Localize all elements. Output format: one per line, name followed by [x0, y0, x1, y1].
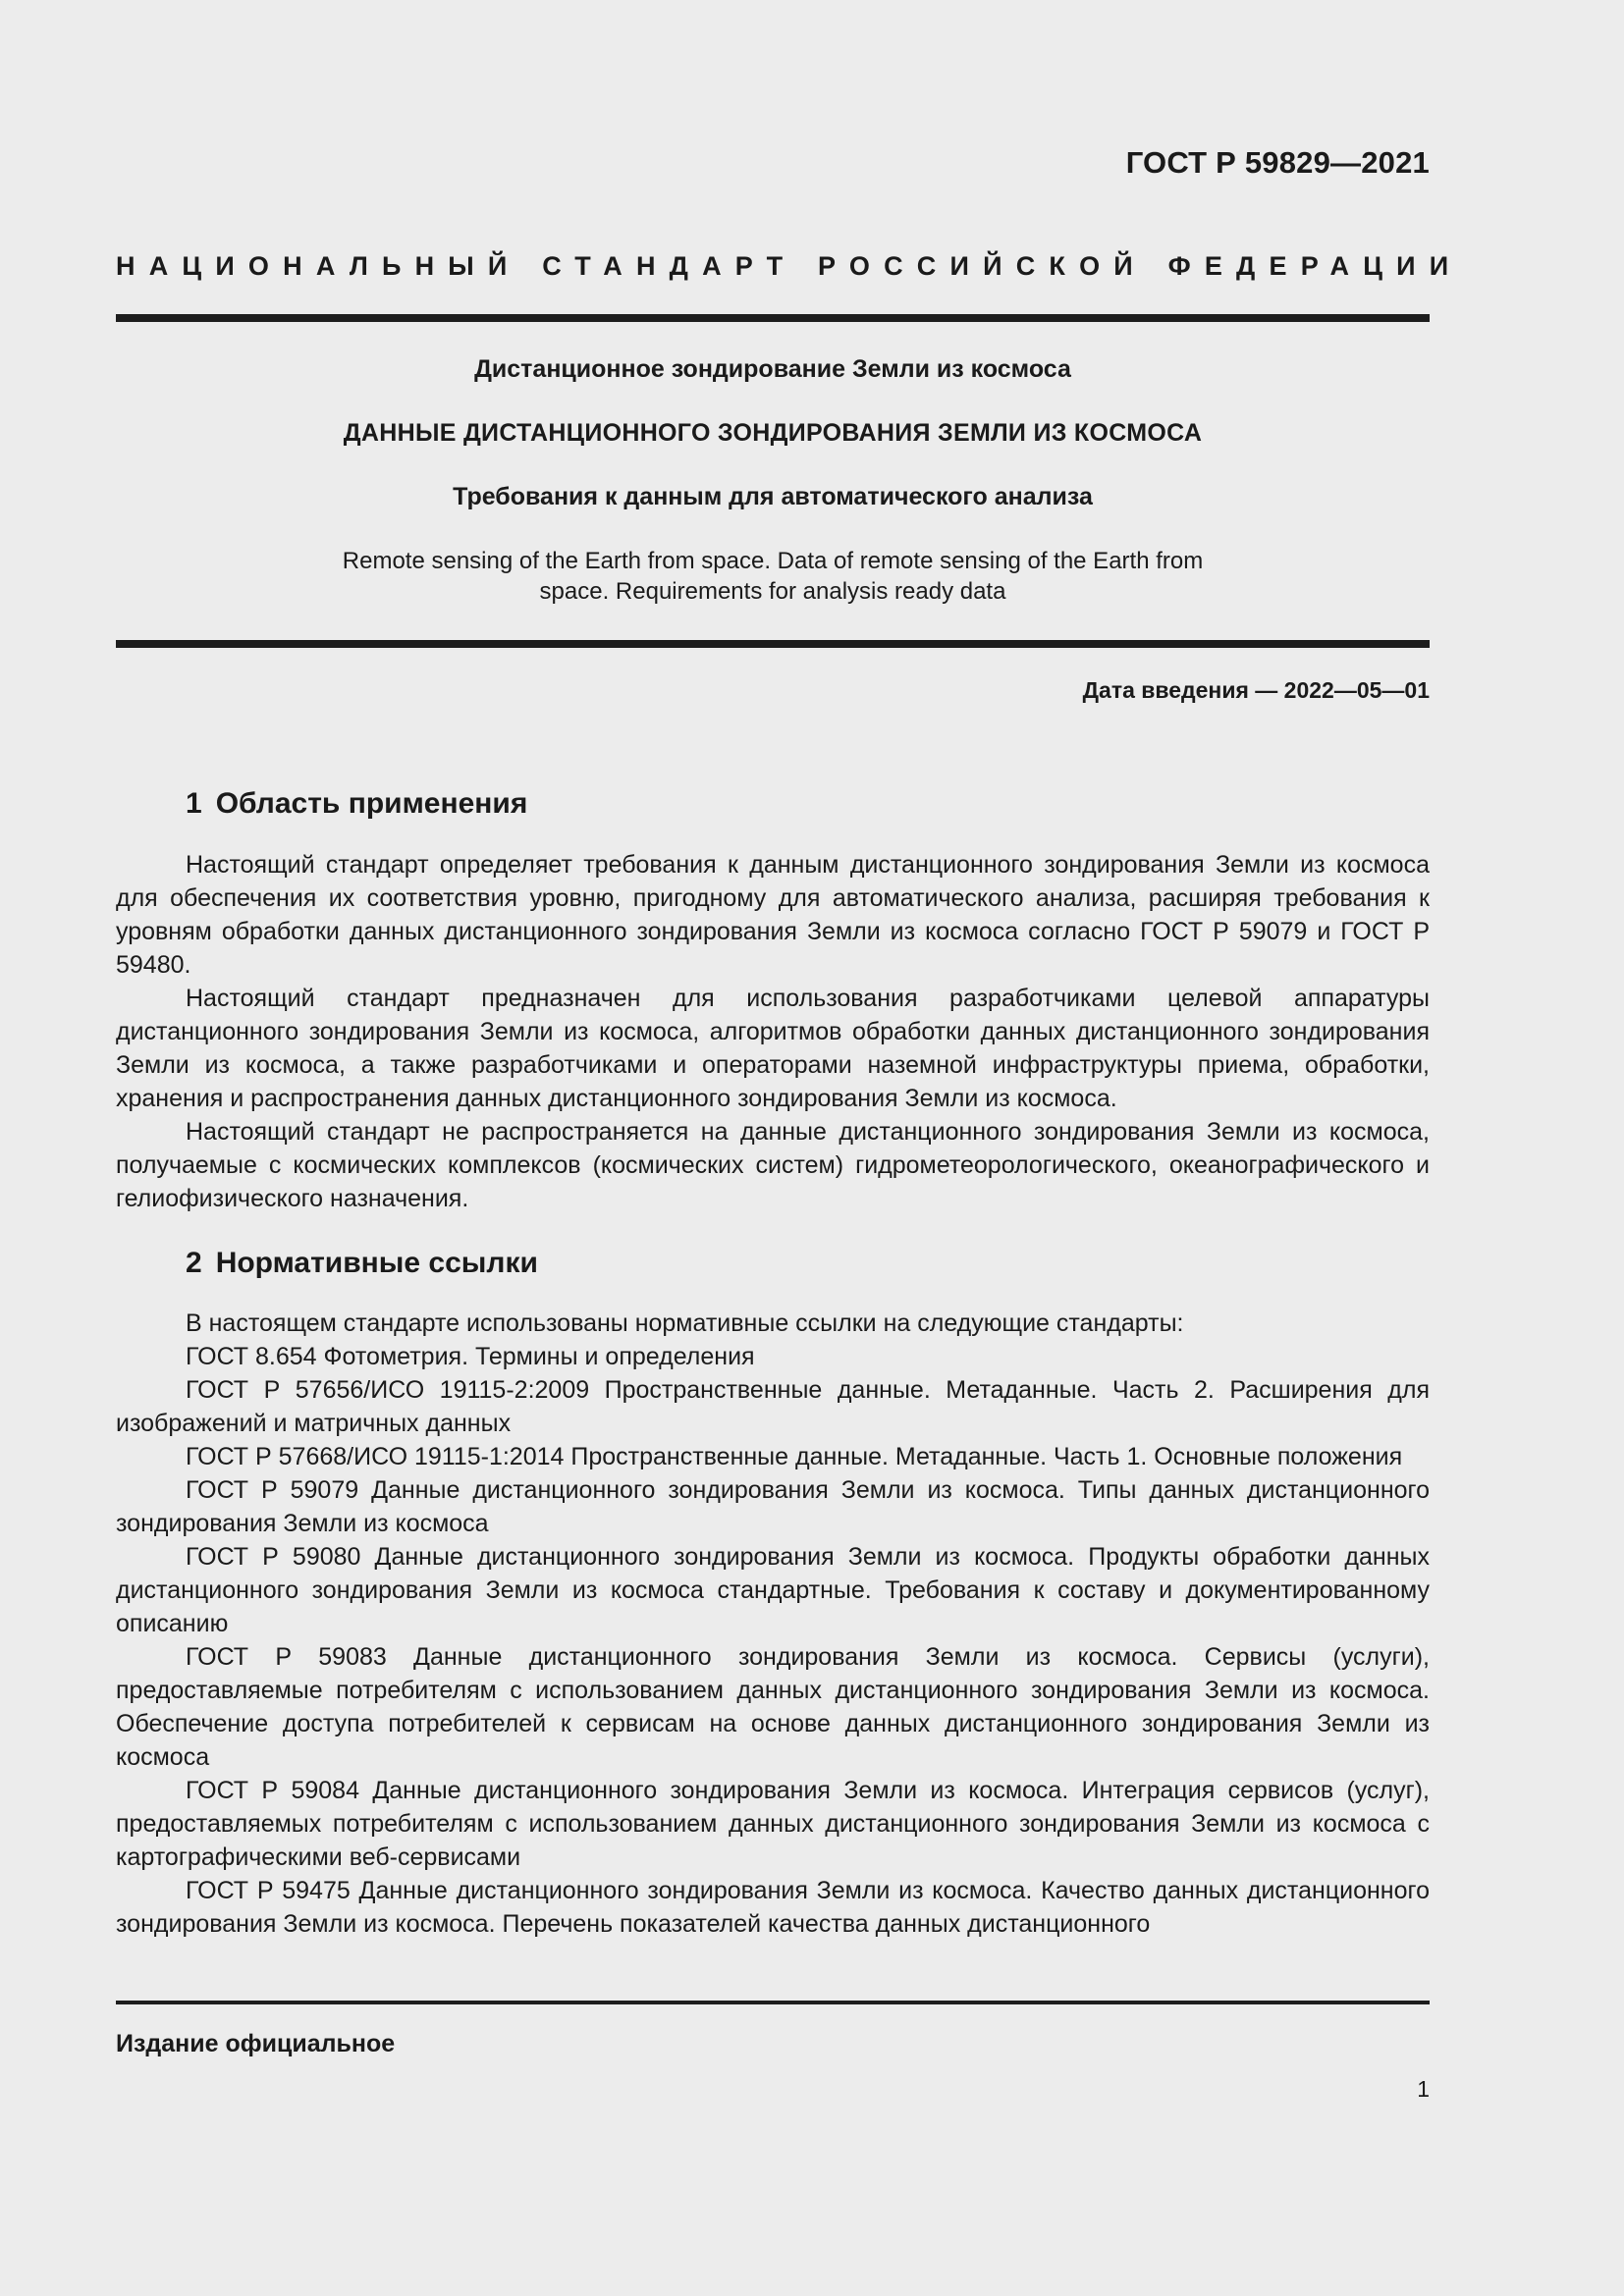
section-2-title: Нормативные ссылки [215, 1247, 538, 1279]
reference-item: ГОСТ 8.654 Фотометрия. Термины и определения [186, 1343, 755, 1370]
title-main: ДАННЫЕ ДИСТАНЦИОННОГО ЗОНДИРОВАНИЯ ЗЕМЛИ ИЗ КОСМОСА [343, 419, 1203, 447]
paragraph: Настоящий стандарт предназначен для использования разработчиками целевой аппаратуры дистанционного зондирования Земли из космоса, алгоритмов обработки данных дистанционного зондирования Земли из космоса, а также разработчиками и операторами наземной инфраструктуры приема, обработки, хранения и распространения данных дистанционного зондирования Земли из космоса. [116, 985, 1430, 1112]
title-general: Дистанционное зондирование Земли из космоса [474, 355, 1071, 383]
footer-divider [116, 2001, 1430, 2004]
paragraph: Настоящий стандарт не распространяется на данные дистанционного зондирования Земли из космоса, получаемые с космических комплексов (космических систем) гидрометеорологического, океанографического и гелиофизического назначения. [116, 1118, 1430, 1212]
section-2-body [116, 1307, 1430, 1941]
document-number: ГОСТ Р 59829—2021 [1125, 145, 1430, 180]
title-english-line-1: Remote sensing of the Earth from space. Data of remote sensing of the Earth from [342, 548, 1204, 574]
reference-item: ГОСТ Р 59079 Данные дистанционного зондирования Земли из космоса. Типы данных дистанционного зондирования Земли из космоса [116, 1476, 1430, 1537]
section-1-heading [186, 787, 527, 821]
reference-item: ГОСТ Р 57668/ИСО 19115-1:2014 Пространственные данные. Метаданные. Часть 1. Основные положения [186, 1443, 1403, 1470]
reference-item: ГОСТ Р 59084 Данные дистанционного зондирования Земли из космоса. Интеграция сервисов (услуг), предоставляемых потребителям с использованием данных дистанционного зондирования Земли из космоса с картографическими веб-сервисами [116, 1777, 1430, 1871]
title-english [116, 546, 1430, 607]
section-1-number: 1 [186, 787, 202, 820]
section-1-title: Область применения [215, 787, 528, 820]
reference-item: ГОСТ Р 57656/ИСО 19115-2:2009 Пространственные данные. Метаданные. Часть 2. Расширения для изображений и матричных данных [116, 1376, 1430, 1437]
reference-item: ГОСТ Р 59083 Данные дистанционного зондирования Земли из космоса. Сервисы (услуги), предоставляемые потребителям с использованием данных дистанционного зондирования Земли из космоса. Обеспечение доступа потребителей к сервисам на основе данных дистанционного зондирования Земли из космоса [116, 1643, 1430, 1771]
title-divider [116, 640, 1430, 648]
paragraph: Настоящий стандарт определяет требования к данным дистанционного зондирования Земли из космоса для обеспечения их соответствия уровню, пригодному для автоматического анализа, расширяя требования к уровням обработки данных дистанционного зондирования Земли из космоса согласно ГОСТ Р 59079 и ГОСТ Р 59480. [116, 851, 1430, 979]
page-number: 1 [1417, 2076, 1430, 2102]
reference-item: ГОСТ Р 59080 Данные дистанционного зондирования Земли из космоса. Продукты обработки данных дистанционного зондирования Земли из космоса стандартные. Требования к составу и документированному описанию [116, 1543, 1430, 1637]
section-1-body [116, 848, 1430, 1215]
official-edition-label: Издание официальное [116, 2030, 396, 2057]
introduction-date: Дата введения — 2022—05—01 [1082, 677, 1430, 703]
title-english-line-2: space. Requirements for analysis ready data [539, 578, 1006, 605]
top-divider [116, 314, 1430, 322]
title-sub: Требования к данным для автоматического анализа [453, 483, 1093, 510]
section-2-number: 2 [186, 1247, 202, 1279]
reference-item: ГОСТ Р 59475 Данные дистанционного зондирования Земли из космоса. Качество данных дистанционного зондирования Земли из космоса. Перечень показателей качества данных дистанционного [116, 1877, 1430, 1938]
national-standard-heading: НАЦИОНАЛЬНЫЙ СТАНДАРТ РОССИЙСКОЙ ФЕДЕРАЦИИ [116, 251, 1463, 281]
paragraph: В настоящем стандарте использованы нормативные ссылки на следующие стандарты: [186, 1309, 1184, 1337]
section-2-heading [186, 1247, 538, 1280]
